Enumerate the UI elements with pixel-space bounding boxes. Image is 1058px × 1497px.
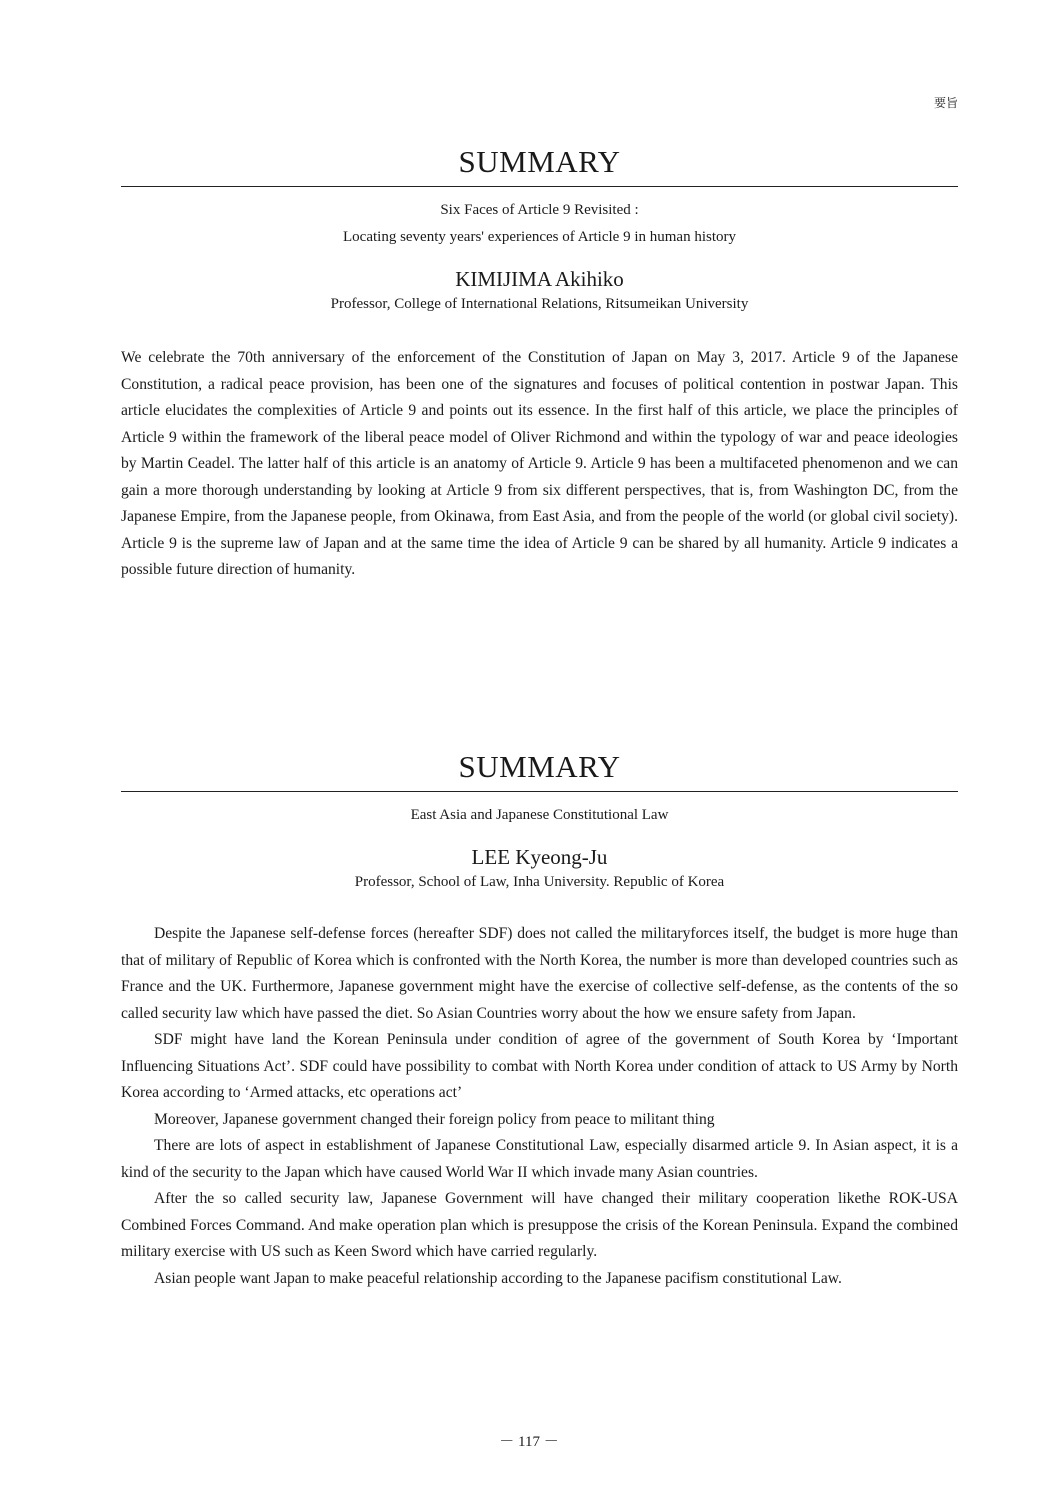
abstract-paragraph: We celebrate the 70th anniversary of the enforcement of the Constitution of Japan on May 3, 2017. Article 9 of the Japanese Constitution, a radical peace provision, has been one of the signatures and focuses of political contention in postwar Japan. This article elucidates the complexities of Article 9 and points out its essence. In the first half of this article, we place the principles of Article 9 within the framework of the liberal peace model of Oliver Richmond and within the typology of war and peace ideologies by Martin Ceadel. The latter half of this article is an anatomy of Article 9. Article 9 has been a multifaceted phenomenon and we can gain a more thorough understanding by looking at Article 9 from six different perspectives, that is, from Washington DC, from the Japanese Empire, from the Japanese people, from Okinawa, from East Asia, and from the people of the world (or global civil society). Article 9 is the supreme law of Japan and at the same time the idea of Article 9 can be shared by all humanity. Article 9 indicates a possible future direction of humanity. bbox=[121, 349, 958, 578]
article-subtitle bbox=[121, 802, 958, 829]
author-name: KIMIJIMA Akihiko bbox=[455, 267, 624, 291]
author-affiliation: Professor, College of International Relations, Ritsumeikan University bbox=[330, 296, 749, 312]
subtitle-line: Locating seventy years' experiences of Article 9 in human history bbox=[343, 229, 736, 245]
article-subtitle bbox=[121, 197, 958, 251]
summary-section-1 bbox=[121, 140, 958, 584]
author-affiliation: Professor, School of Law, Inha University. Republic of Korea bbox=[354, 874, 725, 890]
section-title: SUMMARY bbox=[458, 144, 621, 179]
summary-section-2 bbox=[121, 745, 958, 1292]
abstract-body bbox=[121, 921, 958, 1292]
title-rule bbox=[121, 186, 958, 187]
page-number: － 117 － bbox=[499, 1434, 559, 1450]
subtitle-line: East Asia and Japanese Constitutional Law bbox=[410, 807, 669, 823]
abstract-paragraph: Despite the Japanese self-defense forces (hereafter SDF) does not called the militaryforces itself, the budget is more huge than that of military of Republic of Korea which is confronted with the North Korea, the number is more than developed countries such as France and the UK. Furthermore, Japanese government might have the exercise of collective self-defense, as the contents of the so called security law which have passed the diet. So Asian Countries worry about the how we ensure safety from Japan. bbox=[121, 925, 958, 1022]
title-rule bbox=[121, 791, 958, 792]
author-name: LEE Kyeong-Ju bbox=[471, 845, 608, 869]
abstract-paragraph: There are lots of aspect in establishment of Japanese Constitutional Law, especially disarmed article 9. In Asian aspect, it is a kind of the security to the Japan which have caused World War II which invade many Asian countries. bbox=[121, 1137, 958, 1181]
header-tag: 要旨 bbox=[933, 96, 958, 110]
abstract-body bbox=[121, 345, 958, 584]
abstract-paragraph: Asian people want Japan to make peaceful relationship according to the Japanese pacifism constitutional Law. bbox=[154, 1269, 842, 1287]
subtitle-line: Six Faces of Article 9 Revisited : bbox=[440, 202, 639, 218]
abstract-paragraph: Moreover, Japanese government changed their foreign policy from peace to militant thing bbox=[154, 1110, 715, 1128]
section-title: SUMMARY bbox=[458, 749, 621, 784]
abstract-paragraph: After the so called security law, Japanese Government will have changed their military cooperation likethe ROK-USA Combined Forces Command. And make operation plan which is presuppose the crisis of the Korean Peninsula. Expand the combined military exercise with US such as Keen Sword which have carried regularly. bbox=[121, 1190, 958, 1260]
abstract-paragraph: SDF might have land the Korean Peninsula under condition of agree of the government of South Korea by ‘Important Influencing Situations Act’. SDF could have possibility to combat with North Korea under condition of attack to US Army by North Korea according to ‘Armed attacks, etc operations act’ bbox=[121, 1031, 958, 1101]
